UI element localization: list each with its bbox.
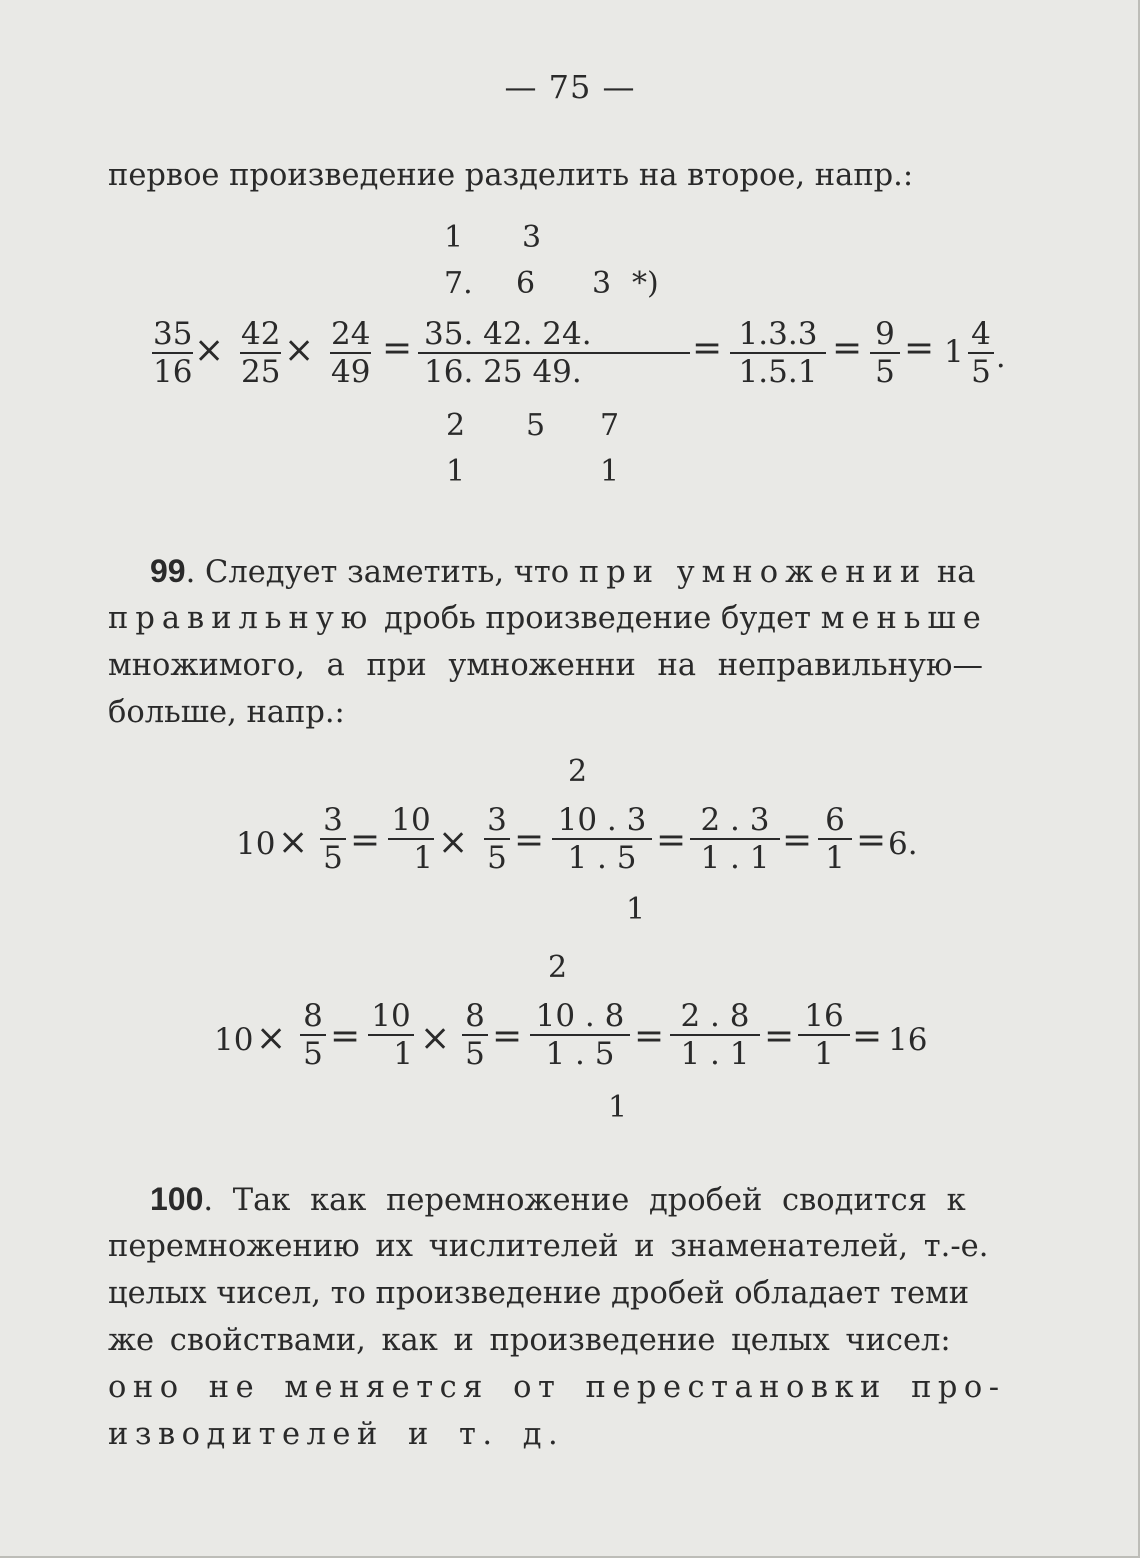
- fraction: $\frac{16}{1}$: [798, 998, 850, 1072]
- equals-sign: =: [330, 1016, 361, 1057]
- times-sign: ×: [256, 1018, 287, 1059]
- equals-sign: =: [492, 1016, 523, 1057]
- fraction: $\frac{10}{1}$: [388, 802, 434, 876]
- equals-sign: =: [514, 820, 545, 861]
- cancel-note: 1: [626, 892, 646, 927]
- times-sign: ×: [420, 1018, 451, 1059]
- intro-line: первое произведение разделить на второе, напр.:: [108, 158, 914, 193]
- equals-sign: =: [764, 1016, 795, 1057]
- fraction: $\frac{6}{1}$: [818, 802, 852, 876]
- result: 16: [888, 1022, 928, 1058]
- equals-sign: =: [350, 820, 381, 861]
- emphasis: оно не меняется от перестановки про-: [108, 1370, 1006, 1405]
- cancel-note: 1: [444, 220, 464, 255]
- fraction: $\frac{1.3.3}{1.5.1}$: [730, 316, 826, 390]
- section-number: 100: [150, 1181, 204, 1217]
- cancel-note: 5: [526, 408, 546, 443]
- equals-sign: =: [692, 328, 723, 369]
- fraction: $\frac{24}{49}$: [331, 316, 371, 390]
- book-page: — 75 — первое произведение разделить на второе, напр.: 1 3 7. 6 3 *) $\frac{35}{16}$ × $\frac{42}{25}$ × $\frac{24}{49}$ = $\frac{35. 42. 24.}{16. 25 49.}$ = $\frac{1.3.3}{1.5.1}$ = $\frac{9}{5}$ = 1 $\frac{4}{5}$ . 2 5 7 1 1 99. Следует заметить, что при умножении на правильную дробь произведение будет меньше множимого, а при умноженни на неправильную— больше, напр.: 2 10 × $\frac{3}{5}$ = $\frac{10}{1}$ × $\frac{3}{5}$ = $\frac{10 . 3}{1 . 5}$ = $\frac{2 . 3}{1 . 1}$ = $\frac{6}{1}$ = 6. 1 2 10 × $\frac{8}{5}$ = $\frac{10}{1}$ × $\frac{8}{5}$ = $\frac{10 . 8}{1 . 5}$ = $\frac{2 . 8}{1 . 1}$ = $\frac{16}{1}$ = 16 1 100. Так как перемножение дробей сводится к перемножению их числителей и знаменателей, т.-е. целых чисел, то произведение дробей обладает теми же свойствами, как и произведение целых чисел: оно не меняется от перестановки про- изводителей и т. д.: [0, 0, 1140, 1558]
- fraction: $\frac{2 . 8}{1 . 1}$: [670, 998, 760, 1072]
- equals-sign: =: [856, 820, 887, 861]
- fraction: $\frac{10}{1}$: [368, 998, 414, 1072]
- page-number: — 75 —: [504, 68, 636, 106]
- times-sign: ×: [194, 330, 225, 371]
- cancel-note: 7.: [444, 266, 473, 301]
- fraction: $\frac{3}{5}$: [484, 802, 510, 876]
- footnote-mark: *): [632, 266, 659, 301]
- equals-sign: =: [656, 820, 687, 861]
- cancel-note: 6: [516, 266, 536, 301]
- equals-sign: =: [904, 328, 935, 369]
- fraction: $\frac{3}{5}$: [320, 802, 346, 876]
- fraction: $\frac{10 . 8}{1 . 5}$: [530, 998, 630, 1072]
- equals-sign: =: [634, 1016, 665, 1057]
- cancel-note: 7: [600, 408, 620, 443]
- equals-sign: =: [382, 328, 413, 369]
- equals-sign: =: [852, 1016, 883, 1057]
- fraction: $\frac{35. 42. 24.}{16. 25 49.}$: [418, 316, 690, 390]
- emphasis: правильную: [108, 601, 375, 636]
- cancel-note: 2: [568, 754, 588, 789]
- result: 6.: [888, 826, 918, 862]
- cancel-note: 2: [446, 408, 466, 443]
- equals-sign: =: [782, 820, 813, 861]
- cancel-note: 3: [592, 266, 612, 301]
- fraction: $\frac{8}{5}$: [462, 998, 488, 1072]
- cancel-note: 1: [446, 454, 466, 489]
- emphasis: меньше: [820, 601, 988, 636]
- cancel-note: 3: [522, 220, 542, 255]
- times-sign: ×: [284, 330, 315, 371]
- fraction: $\frac{4}{5}$: [968, 316, 994, 390]
- fraction: $\frac{10 . 3}{1 . 5}$: [552, 802, 652, 876]
- emphasis: при умножении: [578, 555, 928, 590]
- mixed-whole: 1: [944, 334, 964, 370]
- section-number: 99: [150, 553, 186, 589]
- times-sign: ×: [438, 822, 469, 863]
- cancel-note: 2: [548, 950, 568, 985]
- fraction: $\frac{42}{25}$: [241, 316, 281, 390]
- equals-sign: =: [832, 328, 863, 369]
- cancel-note: 1: [608, 1090, 628, 1125]
- times-sign: ×: [278, 822, 309, 863]
- cancel-note: 1: [600, 454, 620, 489]
- emphasis: изводителей и т. д.: [108, 1417, 565, 1452]
- fraction: $\frac{8}{5}$: [300, 998, 326, 1072]
- fraction: $\frac{9}{5}$: [870, 316, 900, 390]
- fraction: $\frac{35}{16}$: [153, 316, 193, 390]
- fraction: $\frac{2 . 3}{1 . 1}$: [690, 802, 780, 876]
